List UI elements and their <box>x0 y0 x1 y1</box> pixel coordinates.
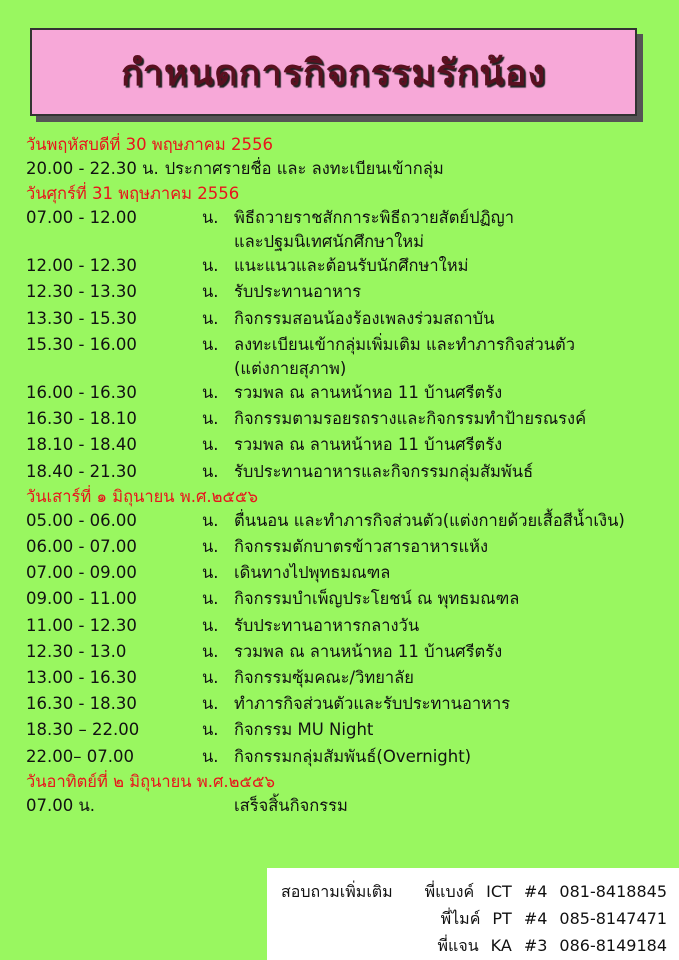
schedule-row <box>26 406 666 432</box>
schedule-desc: รับประทานอาหารกลางวัน <box>234 615 420 635</box>
schedule-desc: รวมพล ณ ลานหน้าหอ 11 บ้านศรีตรัง <box>234 383 503 403</box>
schedule-row <box>26 205 666 231</box>
schedule-time: 13.30 - 15.30 <box>26 308 137 328</box>
schedule-desc: กิจกรรมบำเพ็ญประโยชน์ ณ พุทธมณฑล <box>234 589 520 609</box>
schedule-desc: กิจกรรมกลุ่มสัมพันธ์(Overnight) <box>234 746 472 766</box>
contact-phone: 086-8149184 <box>559 936 667 955</box>
page-title: กำหนดการกิจกรรมรักน้อง <box>120 52 547 94</box>
day-heading: วันพฤหัสบดีที่ 30 พฤษภาคม 2556 <box>26 135 273 154</box>
schedule-desc: รวมพล ณ ลานหน้าหอ 11 บ้านศรีตรัง <box>234 435 503 455</box>
schedule-desc: เดินทางไปพุทธมณฑล <box>234 563 391 583</box>
day-heading: วันศุกร์ที่ 31 พฤษภาคม 2556 <box>26 184 240 203</box>
title-banner <box>30 28 637 116</box>
schedule-time: 07.00 - 09.00 <box>26 563 137 583</box>
schedule-time: 11.00 - 12.30 <box>26 615 137 635</box>
schedule-time: 15.30 - 16.00 <box>26 334 137 354</box>
schedule-unit: น. <box>202 615 219 635</box>
schedule-desc: ตื่นนอน และทำภารกิจส่วนตัว(แต่งกายด้วยเสื้อสีน้ำเงิน) <box>234 510 625 530</box>
schedule-time: 22.00– 07.00 <box>26 746 134 766</box>
schedule-row <box>26 332 666 358</box>
schedule-desc: กิจกรรมตามรอยรถรางและกิจกรรมทำป้ายรณรงค์ <box>234 409 587 429</box>
schedule-time: 07.00 - 12.00 <box>26 208 137 227</box>
schedule-desc: กิจกรรมซุ้มคณะ/วิทยาลัย <box>234 668 414 688</box>
schedule-desc: กิจกรรม MU Night <box>234 720 374 740</box>
schedule-row <box>26 586 666 612</box>
schedule-time: 06.00 - 07.00 <box>26 537 137 557</box>
schedule-time: 18.10 - 18.40 <box>26 435 137 455</box>
schedule-unit: น. <box>202 537 219 557</box>
schedule-desc: กิจกรรมตักบาตรข้าวสารอาหารแห้ง <box>234 537 489 557</box>
contact-box <box>267 868 679 960</box>
schedule-unit: น. <box>202 589 219 609</box>
schedule-row <box>26 613 666 639</box>
schedule-time: 18.40 - 21.30 <box>26 461 137 481</box>
schedule-desc: รวมพล ณ ลานหน้าหอ 11 บ้านศรีตรัง <box>234 641 503 661</box>
schedule-time: 16.00 - 16.30 <box>26 383 137 403</box>
schedule-desc: รับประทานอาหารและกิจกรรมกลุ่มสัมพันธ์ <box>234 461 534 481</box>
schedule-unit: น. <box>202 435 219 455</box>
schedule-row <box>26 253 666 279</box>
contact-row <box>281 905 667 932</box>
schedule-unit: น. <box>202 334 219 354</box>
schedule-unit: น. <box>202 461 219 481</box>
schedule-time: 20.00 - 22.30 น. <box>26 159 159 178</box>
schedule-row <box>26 534 666 560</box>
schedule-unit: น. <box>202 746 219 766</box>
schedule-time: 16.30 - 18.10 <box>26 409 137 429</box>
schedule-unit: น. <box>202 720 219 740</box>
contact-num: #4 <box>523 882 548 901</box>
contact-num: #4 <box>523 909 548 928</box>
contact-dept: PT <box>492 909 512 928</box>
contact-dept: ICT <box>486 882 512 901</box>
contact-row <box>281 878 667 905</box>
schedule-time: 05.00 - 06.00 <box>26 510 137 530</box>
schedule-unit: น. <box>202 694 219 714</box>
schedule-time: 13.00 - 16.30 <box>26 668 137 688</box>
schedule-row <box>26 665 666 691</box>
schedule-row <box>26 432 666 458</box>
schedule-unit <box>202 793 234 819</box>
schedule-time: 07.00 น. <box>26 795 96 815</box>
schedule-unit: น. <box>202 668 219 688</box>
schedule-row <box>26 279 666 305</box>
contact-name: พี่แจน <box>437 936 479 955</box>
schedule-unit: น. <box>202 208 219 227</box>
schedule-desc: รับประทานอาหาร <box>234 282 362 302</box>
schedule-desc: พิธีถวายราชสักการะพิธีถวายสัตย์ปฏิญา <box>234 208 514 227</box>
schedule-desc: กิจกรรมสอนน้องร้องเพลงร่วมสถาบัน <box>234 308 495 328</box>
schedule-row <box>26 744 666 770</box>
schedule-row <box>26 508 666 534</box>
schedule-time: 12.30 - 13.30 <box>26 282 137 302</box>
schedule-desc: แนะแนวและต้อนรับนักศึกษาใหม่ <box>234 256 469 276</box>
schedule-unit: น. <box>202 641 219 661</box>
schedule-row <box>26 560 666 586</box>
schedule <box>26 133 666 819</box>
schedule-time: 18.30 – 22.00 <box>26 720 140 740</box>
day-heading: วันเสาร์ที่ ๑ มิถุนายน พ.ศ.๒๕๕๖ <box>26 486 258 506</box>
schedule-time: 09.00 - 11.00 <box>26 589 137 609</box>
day-heading: วันอาทิตย์ที่ ๒ มิถุนายน พ.ศ.๒๕๕๖ <box>26 771 275 791</box>
schedule-time: 12.30 - 13.0 <box>26 641 127 661</box>
schedule-unit: น. <box>202 510 219 530</box>
schedule-row <box>26 717 666 743</box>
schedule-row <box>26 793 666 819</box>
schedule-row <box>26 459 666 485</box>
contact-dept: KA <box>490 936 512 955</box>
schedule-unit: น. <box>202 308 219 328</box>
schedule-unit: น. <box>202 256 219 276</box>
schedule-row <box>26 156 666 182</box>
schedule-desc: ลงทะเบียนเข้ากลุ่มเพิ่มเติม และทำภารกิจส่วนตัว <box>234 334 576 354</box>
contact-num: #3 <box>523 936 548 955</box>
contact-row <box>281 932 667 959</box>
schedule-desc-continued: (แต่งกายสุภาพ) <box>234 359 347 379</box>
schedule-unit: น. <box>202 282 219 302</box>
schedule-unit: น. <box>202 563 219 583</box>
contact-phone: 081-8418845 <box>559 882 667 901</box>
schedule-desc: เสร็จสิ้นกิจกรรม <box>234 795 348 815</box>
contact-phone: 085-8147471 <box>559 909 667 928</box>
contact-name: พี่ไมค์ <box>440 909 481 928</box>
contact-name: พี่แบงค์ <box>424 882 475 901</box>
schedule-unit: น. <box>202 409 219 429</box>
schedule-row <box>26 306 666 332</box>
schedule-time: 12.00 - 12.30 <box>26 256 137 276</box>
schedule-time: 16.30 - 18.30 <box>26 694 137 714</box>
schedule-row <box>26 639 666 665</box>
schedule-desc: ทำภารกิจส่วนตัวและรับประทานอาหาร <box>234 694 511 714</box>
schedule-row <box>26 380 666 406</box>
schedule-desc: ประกาศรายชื่อ และ ลงทะเบียนเข้ากลุ่ม <box>164 159 444 178</box>
schedule-unit: น. <box>202 383 219 403</box>
schedule-desc-continued: และปฐมนิเทศนักศึกษาใหม่ <box>234 232 425 252</box>
schedule-row <box>26 691 666 717</box>
contact-lead: สอบถามเพิ่มเติม <box>281 882 393 901</box>
